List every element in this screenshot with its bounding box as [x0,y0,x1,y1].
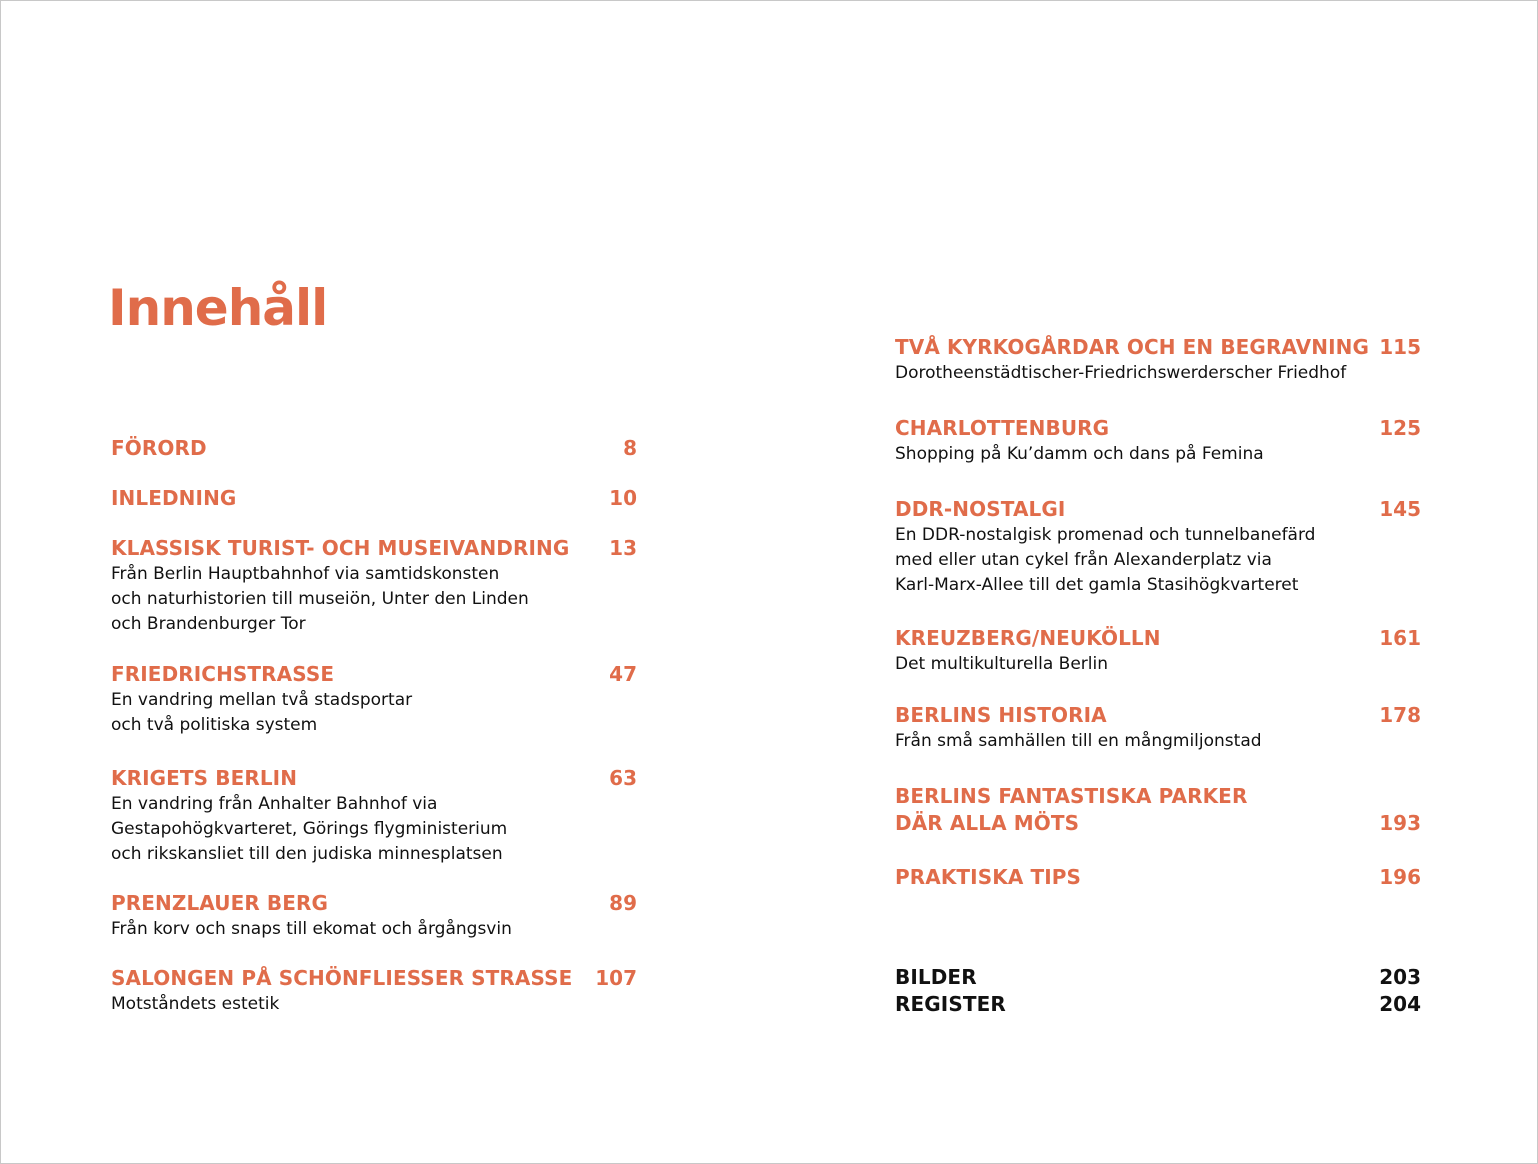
entry-subtitle-line: och rikskansliet till den judiska minnesplatsen [111,844,503,864]
entry-subtitle-line: En vandring mellan två stadsportar [111,690,413,710]
toc-entry-klassisk-turist[interactable] [111,535,637,637]
toc-entry-salongen[interactable] [111,965,637,1017]
entry-page-number: 178 [1379,703,1421,727]
entry-page-number: 13 [609,536,637,560]
toc-entry-inledning[interactable] [111,485,637,512]
page-title: Innehåll [108,279,328,337]
entry-subtitle-line: Karl-Marx-Allee till det gamla Stasihögkvarteret [895,575,1299,595]
entry-subtitle-line: och naturhistorien till museiön, Unter den Linden [111,589,529,609]
entry-title: KLASSISK TURIST- OCH MUSEIVANDRING [111,536,570,560]
entry-page-number: 8 [623,436,637,460]
toc-entry-parker[interactable] [895,783,1421,837]
entry-subtitle-line: och Brandenburger Tor [111,614,306,634]
entry-title-line: DÄR ALLA MÖTS [895,811,1080,835]
entry-title: BERLINS HISTORIA [895,703,1107,727]
entry-subtitle-line: Shopping på Ku’damm och dans på Femina [895,444,1264,464]
entry-page-number: 47 [609,662,637,686]
toc-entry-kreuzberg[interactable] [895,625,1421,677]
entry-page-number: 203 [1379,965,1421,989]
toc-entry-prenzlauer-berg[interactable] [111,890,637,942]
entry-title: KRIGETS BERLIN [111,766,298,790]
toc-entry-kyrkogardar[interactable] [895,334,1421,386]
toc-entry-friedrichstrasse[interactable] [111,661,637,738]
entry-title: BILDER [895,965,977,989]
entry-page-number: 115 [1379,335,1421,359]
entry-subtitle-line: Det multikulturella Berlin [895,654,1108,674]
toc-entry-register[interactable] [895,991,1421,1018]
entry-page-number: 145 [1379,497,1421,521]
entry-subtitle-line: med eller utan cykel från Alexanderplatz via [895,550,1272,570]
entry-page-number: 125 [1379,416,1421,440]
entry-subtitle-line: Dorotheenstädtischer-Friedrichswerderscher Friedhof [895,363,1347,383]
toc-entry-praktiska-tips[interactable] [895,864,1421,891]
entry-subtitle-line: En DDR-nostalgisk promenad och tunnelbanefärd [895,525,1316,545]
entry-subtitle-line: Motståndets estetik [111,994,280,1014]
entry-page-number: 196 [1379,865,1421,889]
entry-title: DDR-NOSTALGI [895,497,1066,521]
entry-title: REGISTER [895,992,1006,1016]
toc-entry-krigets-berlin[interactable] [111,765,637,867]
entry-title: FÖRORD [111,436,207,460]
entry-page-number: 204 [1379,992,1421,1016]
entry-page-number: 63 [609,766,637,790]
entry-subtitle-line: En vandring från Anhalter Bahnhof via [111,794,438,814]
entry-title: CHARLOTTENBURG [895,416,1110,440]
entry-page-number: 161 [1379,626,1421,650]
entry-page-number: 193 [1379,811,1421,835]
toc-entry-ddr-nostalgi[interactable] [895,496,1421,598]
entry-title: TVÅ KYRKOGÅRDAR OCH EN BEGRAVNING [895,335,1369,359]
entry-title: PRENZLAUER BERG [111,891,329,915]
entry-subtitle-line: och två politiska system [111,715,318,735]
toc-entry-berlins-historia[interactable] [895,702,1421,754]
toc-entry-bilder[interactable] [895,964,1421,991]
entry-subtitle-line: Från små samhällen till en mångmiljonstad [895,731,1262,751]
toc-entry-charlottenburg[interactable] [895,415,1421,467]
entry-subtitle-line: Från Berlin Hauptbahnhof via samtidskonsten [111,564,500,584]
entry-page-number: 107 [595,966,637,990]
entry-title: PRAKTISKA TIPS [895,865,1082,889]
entry-title: FRIEDRICHSTRASSE [111,662,335,686]
entry-page-number: 10 [609,486,637,510]
entry-page-number: 89 [609,891,637,915]
entry-subtitle-line: Från korv och snaps till ekomat och årgångsvin [111,919,512,939]
entry-title: INLEDNING [111,486,237,510]
entry-title: KREUZBERG/NEUKÖLLN [895,626,1161,650]
entry-title-line: BERLINS FANTASTISKA PARKER [895,784,1248,808]
entry-title: SALONGEN PÅ SCHÖNFLIESSER STRASSE [111,966,573,990]
entry-subtitle-line: Gestapohögkvarteret, Görings flygministerium [111,819,508,839]
toc-entry-forord[interactable] [111,435,637,462]
